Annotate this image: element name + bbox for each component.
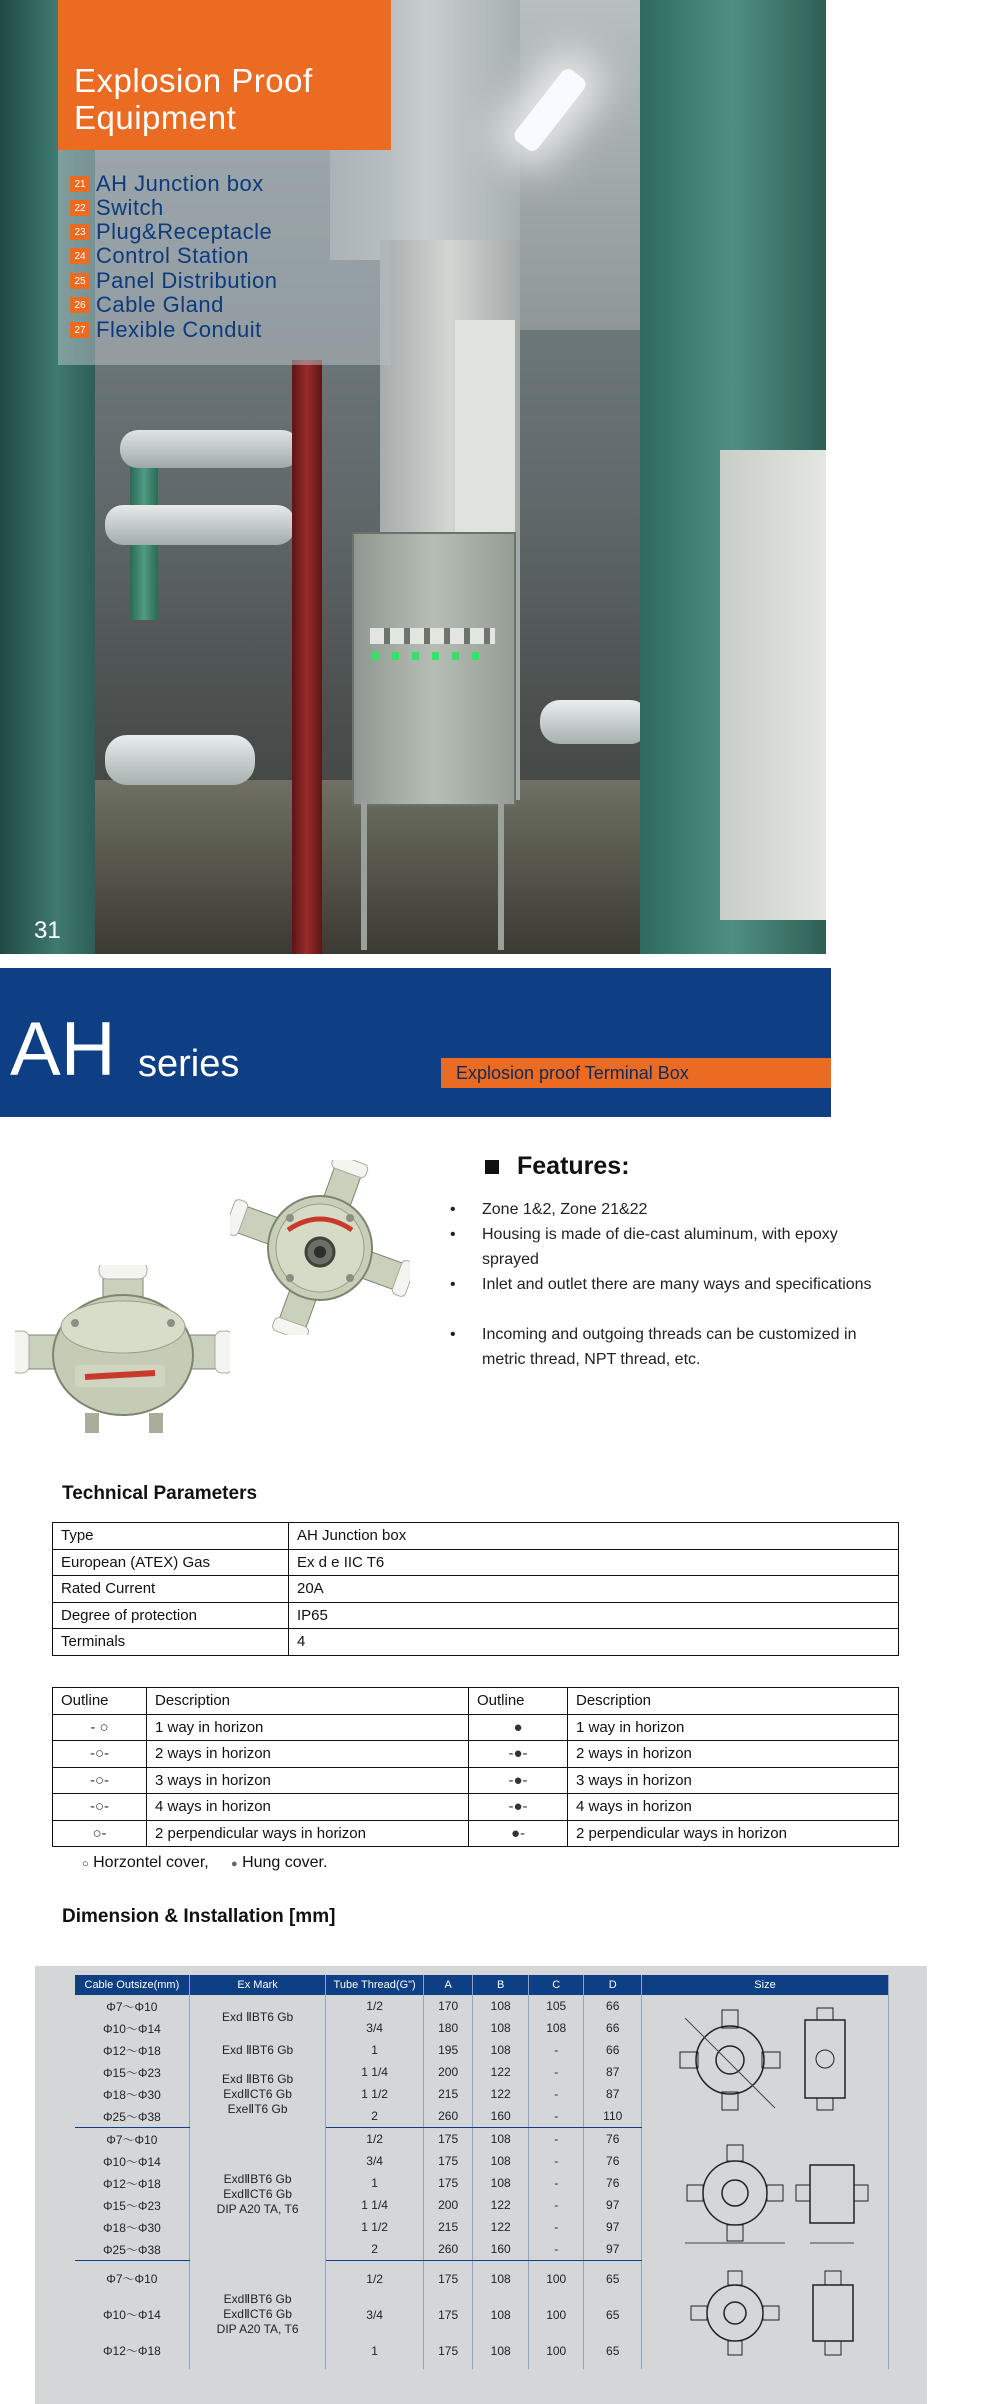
ex-mark: ExdⅡBT6 Gb ExdⅡCT6 Gb DIP A20 TA, T6 bbox=[189, 2128, 326, 2261]
bullet-icon: • bbox=[450, 1201, 456, 1218]
feature-item bbox=[450, 1322, 880, 1372]
cable-size: Φ7～Φ10 bbox=[75, 1995, 189, 2017]
menu-number-badge: 27 bbox=[70, 322, 90, 338]
bullet-icon: • bbox=[450, 1276, 456, 1293]
page-number: 31 bbox=[34, 917, 61, 944]
param-value: AH Junction box bbox=[289, 1523, 899, 1550]
outline-symbol-filled-icon: ●- bbox=[469, 1820, 568, 1847]
outline-symbol-filled-icon: -●- bbox=[469, 1767, 568, 1794]
square-bullet-icon bbox=[485, 1160, 499, 1174]
dim-c: 105 bbox=[528, 1995, 584, 2017]
column-header: Outline bbox=[53, 1688, 147, 1715]
series-subtitle: series bbox=[138, 1043, 240, 1085]
menu-item-label: Plug&Receptacle bbox=[96, 219, 273, 244]
cable-size: Φ15～Φ23 bbox=[75, 2194, 189, 2216]
dim-b: 108 bbox=[473, 2261, 529, 2297]
outline-symbol-icon: ○- bbox=[53, 1820, 147, 1847]
feature-text: Incoming and outgoing threads can be customized in metric thread, NPT thread, etc. bbox=[482, 1326, 857, 1368]
param-value: Ex d e IIC T6 bbox=[289, 1549, 899, 1576]
tech-params-title: Technical Parameters bbox=[62, 1483, 258, 1504]
hero-title: Explosion Proof Equipment bbox=[74, 62, 313, 136]
table-header-row bbox=[53, 1688, 899, 1715]
dim-d: 76 bbox=[584, 2128, 642, 2151]
filled-circle-icon: ● bbox=[230, 1858, 238, 1870]
cable-size: Φ12～Φ18 bbox=[75, 2172, 189, 2194]
table-row bbox=[53, 1629, 899, 1656]
red-pipe bbox=[292, 360, 322, 954]
junction-box-3-way-image bbox=[15, 1265, 230, 1435]
cable-size: Φ18～Φ30 bbox=[75, 2216, 189, 2238]
tube-thread: 1/2 bbox=[326, 2128, 423, 2151]
menu-number-badge: 26 bbox=[70, 297, 90, 313]
cable-size: Φ7～Φ10 bbox=[75, 2261, 189, 2297]
cable-size: Φ25～Φ38 bbox=[75, 2105, 189, 2128]
column-header: B bbox=[473, 1975, 529, 1995]
feature-item bbox=[450, 1197, 880, 1222]
table-row bbox=[75, 2261, 889, 2297]
tube-thread: 1/2 bbox=[326, 2261, 423, 2297]
dim-b: 160 bbox=[473, 2105, 529, 2128]
dim-c: - bbox=[528, 2238, 584, 2261]
feature-item bbox=[450, 1222, 880, 1272]
dim-c: - bbox=[528, 2105, 584, 2128]
cable-size: Φ18～Φ30 bbox=[75, 2083, 189, 2105]
dimension-title: Dimension & Installation [mm] bbox=[62, 1906, 336, 1927]
dim-d: 65 bbox=[584, 2297, 642, 2333]
tube-thread: 1 1/4 bbox=[326, 2194, 423, 2216]
cable-size: Φ25～Φ38 bbox=[75, 2238, 189, 2261]
table-row bbox=[53, 1714, 899, 1741]
dim-a: 175 bbox=[423, 2150, 473, 2172]
table-row bbox=[75, 2128, 889, 2151]
param-value: 4 bbox=[289, 1629, 899, 1656]
dim-d: 65 bbox=[584, 2333, 642, 2369]
dim-b: 122 bbox=[473, 2194, 529, 2216]
dim-a: 175 bbox=[423, 2333, 473, 2369]
param-name: Degree of protection bbox=[53, 1602, 289, 1629]
panel-indicator-lights bbox=[372, 652, 492, 660]
dim-b: 122 bbox=[473, 2216, 529, 2238]
feature-item bbox=[450, 1272, 880, 1322]
dim-c: - bbox=[528, 2216, 584, 2238]
ex-mark: Exd ⅡBT6 Gb ExdⅡCT6 Gb ExeⅡT6 Gb bbox=[189, 2061, 326, 2128]
dim-c: - bbox=[528, 2194, 584, 2216]
bullet-icon: • bbox=[450, 1326, 456, 1343]
dim-a: 215 bbox=[423, 2216, 473, 2238]
tube-thread: 1 bbox=[326, 2333, 423, 2369]
dim-d: 97 bbox=[584, 2194, 642, 2216]
cable-size: Φ10～Φ14 bbox=[75, 2017, 189, 2039]
cable-size: Φ12～Φ18 bbox=[75, 2333, 189, 2369]
outline-legend bbox=[82, 1854, 327, 1872]
param-value: 20A bbox=[289, 1576, 899, 1603]
dim-b: 160 bbox=[473, 2238, 529, 2261]
table-row bbox=[53, 1741, 899, 1768]
dim-d: 97 bbox=[584, 2238, 642, 2261]
menu-item-label: AH Junction box bbox=[96, 171, 264, 196]
dim-a: 175 bbox=[423, 2261, 473, 2297]
bullet-icon: • bbox=[450, 1226, 456, 1243]
dim-c: - bbox=[528, 2039, 584, 2061]
tube-thread: 2 bbox=[326, 2238, 423, 2261]
table-row bbox=[53, 1523, 899, 1550]
column-header: C bbox=[528, 1975, 584, 1995]
size-drawing-4-way-icon bbox=[645, 2131, 885, 2255]
table-row bbox=[75, 1995, 889, 2017]
cable-size: Φ10～Φ14 bbox=[75, 2297, 189, 2333]
dim-b: 108 bbox=[473, 2017, 529, 2039]
series-title: AH bbox=[10, 1007, 116, 1092]
table-row bbox=[53, 1549, 899, 1576]
tube-thread: 1 bbox=[326, 2039, 423, 2061]
control-panel bbox=[352, 532, 516, 806]
dim-b: 108 bbox=[473, 2128, 529, 2151]
dim-d: 66 bbox=[584, 2039, 642, 2061]
dim-a: 200 bbox=[423, 2194, 473, 2216]
outline-description: 1 way in horizon bbox=[568, 1714, 899, 1741]
table-row bbox=[53, 1602, 899, 1629]
outline-description: 1 way in horizon bbox=[147, 1714, 469, 1741]
menu-number-badge: 24 bbox=[70, 248, 90, 264]
outline-description: 2 perpendicular ways in horizon bbox=[568, 1820, 899, 1847]
menu-item-switch[interactable] bbox=[70, 197, 164, 219]
tube-thread: 3/4 bbox=[326, 2017, 423, 2039]
dim-a: 200 bbox=[423, 2061, 473, 2083]
pillar-highlight bbox=[455, 320, 515, 560]
tube-thread: 3/4 bbox=[326, 2150, 423, 2172]
size-diagram-cell bbox=[642, 1995, 889, 2128]
product-tag-label: Explosion proof Terminal Box bbox=[456, 1063, 689, 1083]
outline-description: 2 ways in horizon bbox=[568, 1741, 899, 1768]
features-heading bbox=[485, 1152, 630, 1181]
menu-item-label: Cable Gland bbox=[96, 292, 224, 317]
size-diagram-cell bbox=[642, 2261, 889, 2369]
dim-b: 108 bbox=[473, 2172, 529, 2194]
menu-item-label: Control Station bbox=[96, 243, 250, 268]
column-header: Cable Outsize(mm) bbox=[75, 1975, 189, 1995]
column-header: Outline bbox=[469, 1688, 568, 1715]
legend-horizontal-cover: Horzontel cover, bbox=[93, 1854, 209, 1871]
panel-stand bbox=[355, 800, 510, 950]
outline-symbol-icon: -○- bbox=[53, 1794, 147, 1821]
table-row bbox=[53, 1820, 899, 1847]
feature-text: Housing is made of die-cast aluminum, with epoxy sprayed bbox=[482, 1226, 838, 1268]
menu-number-badge: 25 bbox=[70, 273, 90, 289]
feature-text: Zone 1&2, Zone 21&22 bbox=[482, 1201, 648, 1218]
menu-item-panel-distribution[interactable] bbox=[70, 270, 277, 292]
outline-table bbox=[52, 1687, 899, 1847]
table-row bbox=[53, 1767, 899, 1794]
panel-meters bbox=[370, 628, 495, 644]
insulated-pipe bbox=[105, 735, 255, 785]
dim-d: 110 bbox=[584, 2105, 642, 2128]
column-header: A bbox=[423, 1975, 473, 1995]
outline-description: 4 ways in horizon bbox=[568, 1794, 899, 1821]
dim-c: 108 bbox=[528, 2017, 584, 2039]
dim-d: 66 bbox=[584, 2017, 642, 2039]
dim-c: - bbox=[528, 2128, 584, 2151]
outline-description: 2 perpendicular ways in horizon bbox=[147, 1820, 469, 1847]
tube-thread: 1/2 bbox=[326, 1995, 423, 2017]
menu-item-label: Flexible Conduit bbox=[96, 317, 262, 342]
table-row bbox=[53, 1794, 899, 1821]
menu-item-plug-receptacle[interactable] bbox=[70, 221, 272, 243]
menu-item-control-station[interactable] bbox=[70, 245, 249, 267]
dim-a: 180 bbox=[423, 2017, 473, 2039]
size-drawing-2-way-icon bbox=[645, 2263, 885, 2363]
dim-c: 100 bbox=[528, 2297, 584, 2333]
outline-symbol-filled-icon: ● bbox=[469, 1714, 568, 1741]
outline-description: 3 ways in horizon bbox=[568, 1767, 899, 1794]
outline-symbol-icon: - ○ bbox=[53, 1714, 147, 1741]
column-header: Description bbox=[568, 1688, 899, 1715]
tube-thread: 3/4 bbox=[326, 2297, 423, 2333]
dim-a: 260 bbox=[423, 2105, 473, 2128]
insulated-pipe bbox=[105, 505, 295, 545]
cable-size: Φ10～Φ14 bbox=[75, 2150, 189, 2172]
cable-size: Φ15～Φ23 bbox=[75, 2061, 189, 2083]
param-name: Type bbox=[53, 1523, 289, 1550]
dim-d: 87 bbox=[584, 2083, 642, 2105]
column-header: Ex Mark bbox=[189, 1975, 326, 1995]
dim-c: - bbox=[528, 2172, 584, 2194]
column-header: Size bbox=[642, 1975, 889, 1995]
feature-text: Inlet and outlet there are many ways and specifications bbox=[482, 1276, 872, 1293]
outline-symbol-filled-icon: -●- bbox=[469, 1741, 568, 1768]
insulated-pipe bbox=[120, 430, 300, 468]
dim-b: 108 bbox=[473, 2333, 529, 2369]
dim-c: 100 bbox=[528, 2333, 584, 2369]
size-diagram-cell bbox=[642, 2128, 889, 2261]
dim-b: 108 bbox=[473, 1995, 529, 2017]
junction-box-4-way-image bbox=[230, 1160, 410, 1335]
dim-d: 87 bbox=[584, 2061, 642, 2083]
menu-number-badge: 23 bbox=[70, 224, 90, 240]
column-header: Tube Thread(G") bbox=[326, 1975, 423, 1995]
cable-size: Φ12～Φ18 bbox=[75, 2039, 189, 2061]
menu-number-badge: 22 bbox=[70, 200, 90, 216]
param-name: European (ATEX) Gas bbox=[53, 1549, 289, 1576]
tube-thread: 1 bbox=[326, 2172, 423, 2194]
dim-a: 215 bbox=[423, 2083, 473, 2105]
ex-mark: Exd ⅡBT6 Gb bbox=[189, 2039, 326, 2061]
param-value: IP65 bbox=[289, 1602, 899, 1629]
insulated-pipe bbox=[540, 700, 650, 744]
table-header-row bbox=[75, 1975, 889, 1995]
tube-thread: 1 1/2 bbox=[326, 2083, 423, 2105]
tube-thread: 1 1/4 bbox=[326, 2061, 423, 2083]
dim-b: 122 bbox=[473, 2061, 529, 2083]
outline-symbol-icon: -○- bbox=[53, 1741, 147, 1768]
dim-c: - bbox=[528, 2061, 584, 2083]
tube-thread: 2 bbox=[326, 2105, 423, 2128]
tech-params-table bbox=[52, 1522, 899, 1656]
cable-size: Φ7～Φ10 bbox=[75, 2128, 189, 2151]
outline-symbol-filled-icon: -●- bbox=[469, 1794, 568, 1821]
column-header: D bbox=[584, 1975, 642, 1995]
outline-description: 2 ways in horizon bbox=[147, 1741, 469, 1768]
dim-d: 65 bbox=[584, 2261, 642, 2297]
dim-a: 195 bbox=[423, 2039, 473, 2061]
dim-b: 108 bbox=[473, 2039, 529, 2061]
menu-item-label: Switch bbox=[96, 195, 164, 220]
series-banner bbox=[0, 968, 831, 1117]
dim-a: 260 bbox=[423, 2238, 473, 2261]
cabinet-door bbox=[720, 450, 826, 920]
outline-description: 3 ways in horizon bbox=[147, 1767, 469, 1794]
dim-d: 66 bbox=[584, 1995, 642, 2017]
dim-c: 100 bbox=[528, 2261, 584, 2297]
dim-b: 108 bbox=[473, 2297, 529, 2333]
table-row bbox=[53, 1576, 899, 1603]
param-name: Terminals bbox=[53, 1629, 289, 1656]
dim-d: 97 bbox=[584, 2216, 642, 2238]
param-name: Rated Current bbox=[53, 1576, 289, 1603]
menu-item-cable-gland[interactable] bbox=[70, 294, 224, 316]
ex-mark: ExdⅡBT6 Gb ExdⅡCT6 Gb DIP A20 TA, T6 bbox=[189, 2261, 326, 2369]
outline-description: 4 ways in horizon bbox=[147, 1794, 469, 1821]
dim-a: 175 bbox=[423, 2128, 473, 2151]
features-heading-label: Features: bbox=[517, 1152, 630, 1180]
air-duct-right bbox=[520, 0, 640, 330]
dim-a: 175 bbox=[423, 2297, 473, 2333]
dim-c: - bbox=[528, 2083, 584, 2105]
dim-c: - bbox=[528, 2150, 584, 2172]
menu-item-flexible-conduit[interactable] bbox=[70, 319, 262, 341]
dim-a: 170 bbox=[423, 1995, 473, 2017]
dim-b: 122 bbox=[473, 2083, 529, 2105]
dim-b: 108 bbox=[473, 2150, 529, 2172]
dim-a: 175 bbox=[423, 2172, 473, 2194]
menu-item-ah-junction-box[interactable] bbox=[70, 173, 264, 195]
ex-mark: Exd ⅡBT6 Gb bbox=[189, 1995, 326, 2039]
menu-number-badge: 21 bbox=[70, 176, 90, 192]
dim-d: 76 bbox=[584, 2172, 642, 2194]
legend-hung-cover: Hung cover. bbox=[242, 1854, 328, 1871]
outline-symbol-icon: -○- bbox=[53, 1767, 147, 1794]
size-drawing-3-way-icon bbox=[645, 2000, 885, 2120]
dimension-table bbox=[75, 1975, 889, 2369]
menu-item-label: Panel Distribution bbox=[96, 268, 278, 293]
tube-thread: 1 1/2 bbox=[326, 2216, 423, 2238]
column-header: Description bbox=[147, 1688, 469, 1715]
dim-d: 76 bbox=[584, 2150, 642, 2172]
open-circle-icon: ○ bbox=[82, 1858, 89, 1870]
